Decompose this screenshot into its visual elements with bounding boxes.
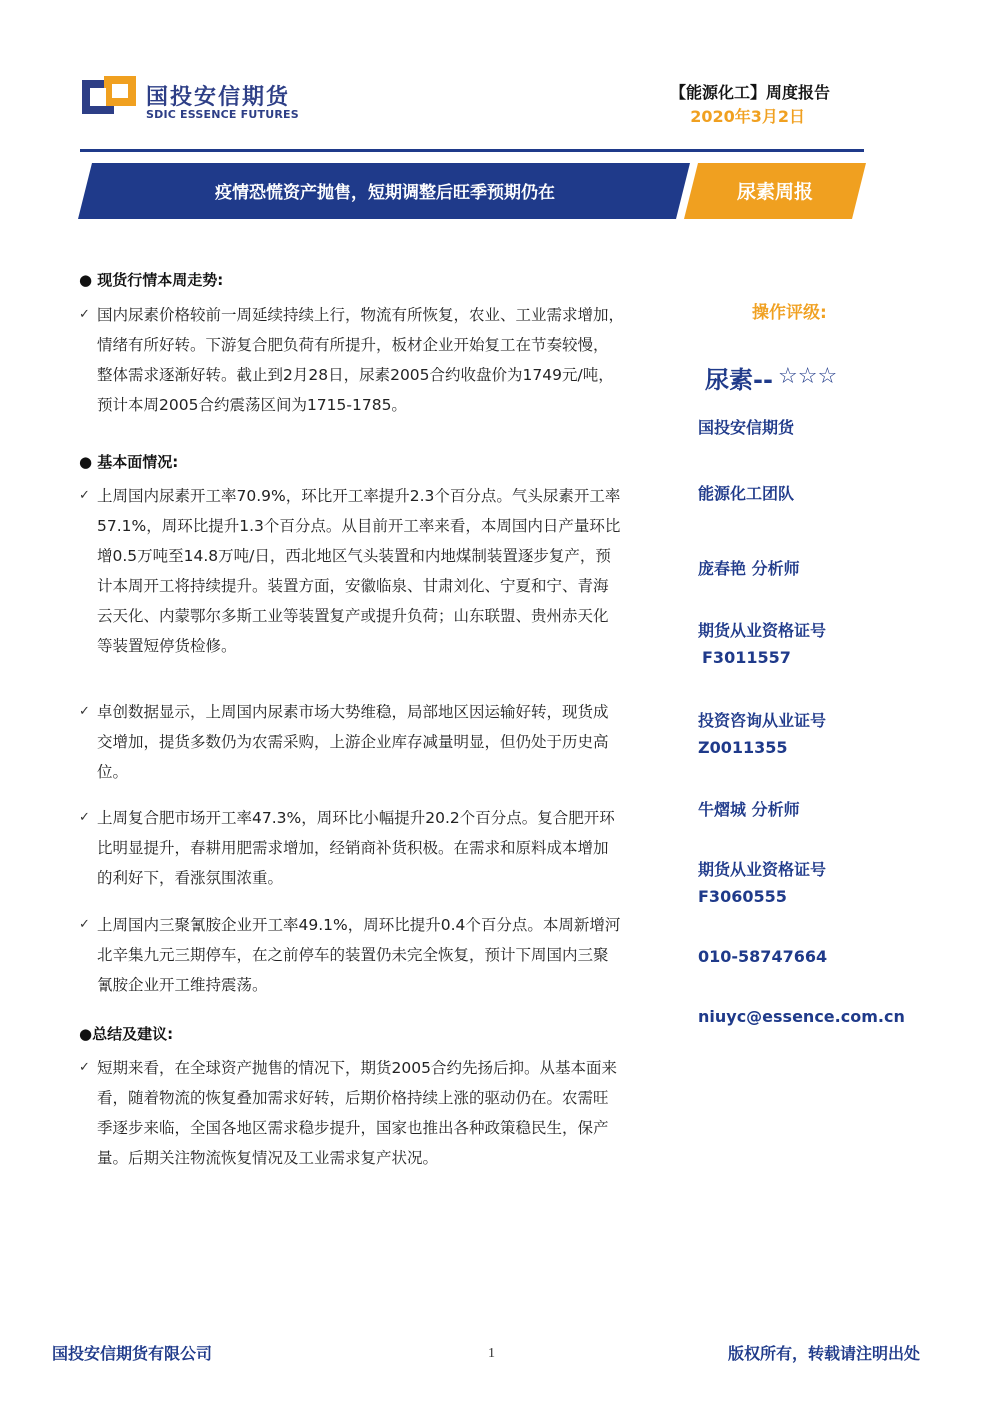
contact-phone: 010-58747664 xyxy=(698,947,828,966)
rating-label: 操作评级: xyxy=(752,303,827,323)
text-line: 看，随着物流的恢复叠加需求好转，后期价格持续上涨的驱动仍在。农需旺 xyxy=(97,1089,609,1107)
analyst-1-consult-number: Z0011355 xyxy=(698,738,788,757)
text-line: 预计本周2005合约震荡区间为1715-1785。 xyxy=(97,396,407,414)
text-line: 的利好下，看涨氛围浓重。 xyxy=(97,869,284,887)
text-line: 比明显提升，春耕用肥需求增加，经销商补货积极。在需求和原料成本增加 xyxy=(97,839,609,857)
check-icon: ✓ xyxy=(79,307,90,322)
section-heading-fundamentals: ● 基本面情况: xyxy=(79,453,179,471)
text-line: 上周复合肥市场开工率47.3%，周环比小幅提升20.2个百分点。复合肥开环 xyxy=(97,809,615,827)
text-line: 计本周开工将持续提升。装置方面，安徽临泉、甘肃刘化、宁夏和宁、青海 xyxy=(97,577,609,595)
analyst-2-name: 牛熠城 分析师 xyxy=(698,800,800,819)
analyst-1-consult-label: 投资咨询从业证号 xyxy=(698,711,827,730)
section-heading-spot: ● 现货行情本周走势: xyxy=(79,271,224,289)
sidebar-company: 国投安信期货 xyxy=(698,418,795,437)
rating-product: 尿素-- xyxy=(705,366,773,394)
text-line: 等装置短停货检修。 xyxy=(97,637,237,655)
text-line: 57.1%，周环比提升1.3个百分点。从目前开工率来看，本周国内日产量环比 xyxy=(97,517,621,535)
text-line: 上周国内尿素开工率70.9%，环比开工率提升2.3个百分点。气头尿素开工率 xyxy=(97,487,621,505)
paragraph-fundamentals-3 xyxy=(79,803,682,893)
text-line: 短期来看，在全球资产抛售的情况下，期货2005合约先扬后抑。从基本面来 xyxy=(97,1059,617,1077)
check-icon: ✓ xyxy=(79,917,90,932)
rating-stars-icon: ☆☆☆ xyxy=(778,364,838,389)
footer-company: 国投安信期货有限公司 xyxy=(52,1344,213,1363)
text-line: 位。 xyxy=(97,763,129,781)
sidebar-team: 能源化工团队 xyxy=(698,484,795,503)
text-line: 卓创数据显示，上周国内尿素市场大势维稳，局部地区因运输好转，现货成 xyxy=(97,703,609,721)
contact-email[interactable]: niuyc@essence.com.cn xyxy=(698,1007,905,1026)
check-icon: ✓ xyxy=(79,704,90,719)
paragraph-fundamentals-1 xyxy=(79,481,682,661)
text-line: 北辛集九元三期停车，在之前停车的装置仍未完全恢复，预计下周国内三聚 xyxy=(97,946,609,964)
paragraph-summary-1 xyxy=(79,1053,682,1173)
text-line: 交增加，提货多数仍为农需采购，上游企业库存减量明显，但仍处于历史高 xyxy=(97,733,609,751)
text-line: 上周国内三聚氰胺企业开工率49.1%，周环比提升0.4个百分点。本周新增河 xyxy=(97,916,621,934)
analyst-1-license-number: F3011557 xyxy=(702,648,791,667)
logo-mark-icon xyxy=(82,76,136,118)
paragraph-spot-1 xyxy=(79,300,682,420)
text-line: 国内尿素价格较前一周延续持续上行，物流有所恢复，农业、工业需求增加， xyxy=(97,306,625,324)
check-icon: ✓ xyxy=(79,488,90,503)
logo-text-cn: 国投安信期货 xyxy=(146,85,291,110)
analyst-1-license-label: 期货从业资格证号 xyxy=(698,621,827,640)
section-heading-summary: ●总结及建议: xyxy=(79,1025,174,1043)
header-divider xyxy=(80,149,864,152)
banner-title: 疫情恐慌资产抛售，短期调整后旺季预期仍在 xyxy=(215,183,555,203)
text-line: 季逐步来临，全国各地区需求稳步提升，国家也推出各种政策稳民生，保产 xyxy=(97,1119,609,1137)
banner-tag: 尿素周报 xyxy=(736,181,813,203)
text-line: 情绪有所好转。下游复合肥负荷有所提升，板材企业开始复工在节奏较慢， xyxy=(97,336,609,354)
text-line: 云天化、内蒙鄂尔多斯工业等装置复产或提升负荷；山东联盟、贵州赤天化 xyxy=(97,607,609,625)
page-number: 1 xyxy=(488,1346,495,1361)
logo-text-en: SDIC ESSENCE FUTURES xyxy=(146,108,299,121)
check-icon: ✓ xyxy=(79,810,90,825)
report-type: 【能源化工】周度报告 xyxy=(669,83,830,102)
text-line: 整体需求逐渐好转。截止到2月28日，尿素2005合约收盘价为1749元/吨， xyxy=(97,366,614,384)
analyst-2-license-label: 期货从业资格证号 xyxy=(698,860,827,879)
analyst-1-name: 庞春艳 分析师 xyxy=(698,559,800,578)
text-line: 量。后期关注物流恢复情况及工业需求复产状况。 xyxy=(97,1149,439,1167)
report-date: 2020年3月2日 xyxy=(690,107,805,126)
paragraph-fundamentals-4 xyxy=(79,910,682,1000)
paragraph-fundamentals-2 xyxy=(79,697,682,787)
text-line: 增0.5万吨至14.8万吨/日，西北地区气头装置和内地煤制装置逐步复产，预 xyxy=(97,547,611,565)
analyst-2-license-number: F3060555 xyxy=(698,887,787,906)
text-line: 氰胺企业开工维持震荡。 xyxy=(97,976,268,994)
footer-copyright: 版权所有，转载请注明出处 xyxy=(728,1344,921,1363)
check-icon: ✓ xyxy=(79,1060,90,1075)
